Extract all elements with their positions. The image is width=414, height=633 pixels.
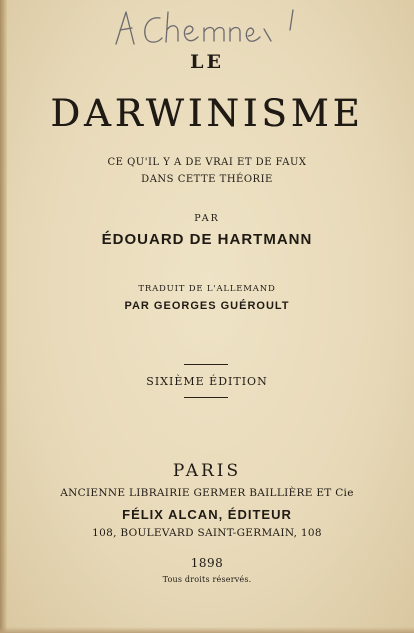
publication-year: 1898 (190, 556, 224, 570)
translator-name: PAR GEORGES GUÉROULT (124, 300, 290, 312)
subtitle-line-1: CE QU'IL Y A DE VRAI ET DE FAUX (107, 157, 307, 168)
publisher-line-1: ANCIENNE LIBRAIRIE GERMER BAILLIÈRE ET Cie (60, 487, 354, 499)
page-edge-bottom (0, 627, 414, 633)
title-article: LE (190, 51, 224, 73)
publisher-address: 108, BOULEVARD SAINT-GERMAIN, 108 (92, 527, 322, 539)
publisher-line-2: FÉLIX ALCAN, ÉDITEUR (122, 507, 292, 522)
divider-top (184, 364, 228, 365)
book-title: DARWINISME (50, 92, 364, 135)
pencil-signature-icon (108, 6, 308, 50)
by-label: PAR (194, 213, 220, 224)
author-name: ÉDOUARD DE HARTMANN (101, 231, 313, 248)
subtitle-line-2: DANS CETTE THÉORIE (141, 174, 273, 185)
handwritten-inscription (108, 6, 308, 50)
edition-label: SIXIÈME ÉDITION (146, 375, 268, 388)
publication-city: PARIS (172, 461, 242, 481)
rights-notice: Tous droits réservés. (162, 575, 252, 584)
translated-from: TRADUIT DE L'ALLEMAND (138, 284, 276, 294)
divider-bottom (184, 397, 228, 398)
